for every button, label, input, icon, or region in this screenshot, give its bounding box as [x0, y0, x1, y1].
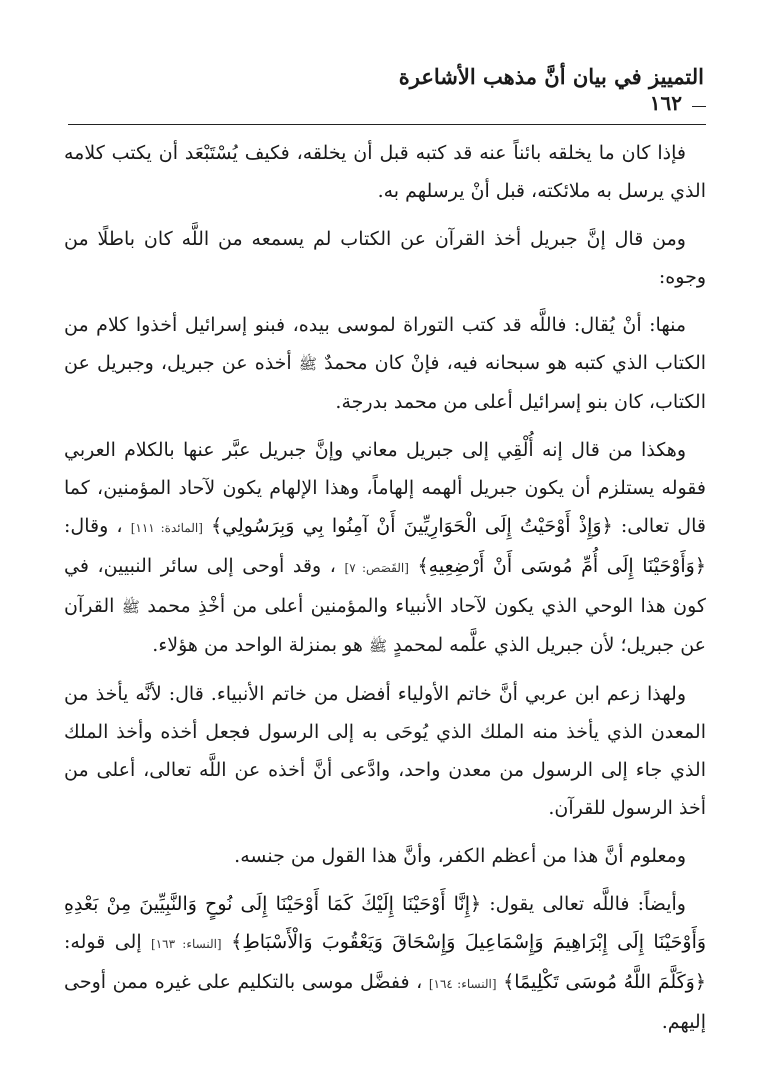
paragraph-7-text-c: ، ففضَّل موسى بالتكليم على غيره ممن أوحى إليهم. — [64, 971, 706, 1033]
paragraph-3 — [64, 306, 706, 421]
verse-reference-1: [المائدة: ١١١] — [130, 521, 203, 535]
paragraph-5: ولهذا زعم ابن عربي أنَّ خاتم الأولياء أفضل من خاتم الأنبياء. قال: لأنَّه يأخذ من المعدن الذي يأخذ منه الملك الذي يُوحَى به إلى الرسول فجعل أخذه وأخذ الملك الذي جاء إلى الرسول من معدن واحد، وادَّعى أنَّ أخذه عن اللَّه تعالى، أعلى من أخذ الرسول للقرآن. — [64, 683, 706, 819]
paragraph-4-text-c: ، وقد أوحى إلى سائر النبيين، في كون هذا الوحي الذي يكون لآحاد الأنبياء والمؤمنين أعلى من أخْذِ محمد — [64, 555, 706, 617]
quran-verse-1: ﴿وَإِذْ أَوْحَيْتُ إِلَى الْحَوَارِيِّينَ أَنْ آمِنُوا بِي وَبِرَسُولِي﴾ — [211, 515, 613, 537]
quran-verse-2: ﴿وَأَوْحَيْنَا إِلَى أُمِّ مُوسَى أَنْ أَرْضِعِيهِ﴾ — [417, 555, 706, 577]
paragraph-4-text-b: ، وقال: — [64, 515, 123, 537]
salutation-symbol: ﷺ — [368, 637, 388, 655]
quran-verse-4: ﴿وَكَلَّمَ اللَّهُ مُوسَى تَكْلِيمًا﴾ — [503, 971, 706, 993]
paragraph-3-text-a: منها: أنْ يُقال: فاللَّه قد كتب التوراة لموسى بيده، فبنو إسرائيل أخذوا كلام من الكتاب الذي كتبه هو سبحانه فيه، فإنْ كان محمدٌ — [64, 314, 707, 374]
paragraph-7-text-a: وأيضاً: فاللَّه تعالى يقول: — [489, 893, 686, 915]
verse-reference-3: [النساء: ١٦٣] — [151, 937, 222, 951]
salutation-symbol: ﷺ — [121, 598, 140, 616]
paragraph-4-text-a: وهكذا من قال إنه أُلْقِي إلى جبريل معاني وإنَّ جبريل عبَّر عنها بالكلام العربي فقوله يستلزم أن يكون جبريل ألهمه إلهاماً، وهذا الإلهام يكون لآحاد المؤمنين، كما قال تعالى: — [64, 439, 706, 537]
body-text — [64, 134, 706, 1051]
page-number: ١٦٢ — [640, 91, 692, 115]
paragraph-4 — [64, 431, 706, 665]
header-divider — [68, 124, 706, 125]
paragraph-4-text-d: القرآن عن جبريل؛ لأن جبريل الذي علَّمه لمحمدٍ — [64, 595, 706, 656]
running-header-title: التمييز في بيان أنَّ مذهب الأشاعرة — [398, 64, 704, 89]
quran-verse-3: ﴿إِنَّا أَوْحَيْنَا إِلَيْكَ كَمَا أَوْحَيْنَا إِلَى نُوحٍ وَالنَّبِيِّينَ مِنْ بَعْدِهِ وَأَوْحَيْنَا إِلَى إِبْرَاهِيمَ وَإِسْمَاعِيلَ وَإِسْحَاقَ وَيَعْقُوبَ وَالْأَسْبَاطِ﴾ — [64, 893, 707, 953]
paragraph-2: ومن قال إنَّ جبريل أخذ القرآن عن الكتاب لم يسمعه من اللَّه كان باطلًا من وجوه: — [64, 228, 706, 288]
paragraph-7 — [64, 885, 706, 1041]
verse-reference-2: [القَصَص: ٧] — [344, 561, 409, 575]
paragraph-7-text-b: إلى قوله: — [64, 931, 142, 953]
salutation-symbol: ﷺ — [298, 355, 317, 373]
paragraph-1: فإذا كان ما يخلقه بائناً عنه قد كتبه قبل أن يخلقه، فكيف يُسْتَبْعَد أن يكتب كلامه الذي يرسل به ملائكته، قبل أنْ يرسلهم به. — [64, 142, 706, 202]
paragraph-6: ومعلوم أنَّ هذا من أعظم الكفر، وأنَّ هذا القول من جنسه. — [234, 845, 686, 867]
paragraph-4-text-e: هو بمنزلة الواحد من هؤلاء. — [152, 634, 363, 656]
verse-reference-4: [النساء: ١٦٤] — [428, 977, 497, 991]
paragraph-3-text-b: أخذه عن جبريل، وجبريل عن الكتاب، كان بنو إسرائيل أعلى من محمد بدرجة. — [64, 352, 706, 413]
